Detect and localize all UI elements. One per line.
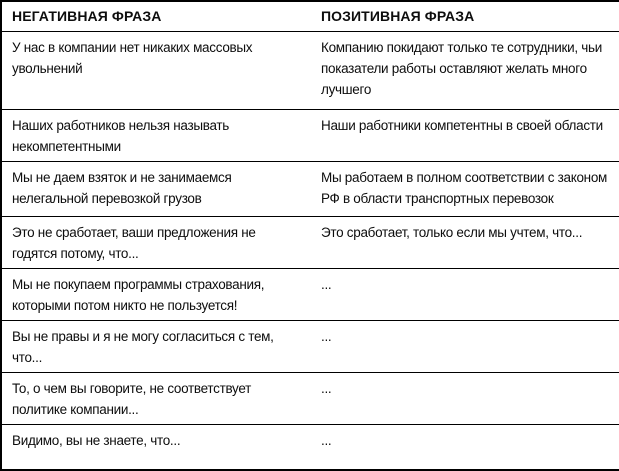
positive-phrase-cell: Компанию покидают только те сотрудники, чьи показатели работы оставляют желать много лучшего [311,31,619,109]
table-row [1,161,619,216]
positive-phrase-cell: Это сработает, только если мы учтем, что... [311,216,619,268]
negative-phrase-cell: Это не сработает, ваши предложения не годятся потому, что... [1,216,311,268]
positive-phrase-cell: ... [311,424,619,470]
negative-phrase-cell: Мы не даем взяток и не занимаемся нелегальной перевозкой грузов [1,161,311,216]
negative-phrase-cell: У нас в компании нет никаких массовых увольнений [1,31,311,109]
table-row [1,424,619,470]
negative-phrase-cell: Мы не покупаем программы страхования, которыми потом никто не пользуется! [1,268,311,320]
header-row [1,1,619,31]
negative-phrase-cell: Видимо, вы не знаете, что... [1,424,311,470]
positive-phrase-cell: ... [311,320,619,372]
positive-phrase-cell: ... [311,372,619,424]
positive-phrase-cell: Мы работаем в полном соответствии с законом РФ в области транспортных перевозок [311,161,619,216]
table-row [1,320,619,372]
positive-phrase-cell: Наши работники компетентны в своей области [311,109,619,161]
column-header-positive: ПОЗИТИВНАЯ ФРАЗА [311,1,619,31]
table-row [1,109,619,161]
table-row [1,31,619,109]
table-row [1,268,619,320]
table-row [1,372,619,424]
column-header-negative: НЕГАТИВНАЯ ФРАЗА [1,1,311,31]
positive-phrase-cell: ... [311,268,619,320]
negative-phrase-cell: То, о чем вы говорите, не соответствует политике компании... [1,372,311,424]
negative-phrase-cell: Вы не правы и я не могу согласиться с тем, что... [1,320,311,372]
table-row [1,216,619,268]
negative-phrase-cell: Наших работников нельзя называть некомпетентными [1,109,311,161]
